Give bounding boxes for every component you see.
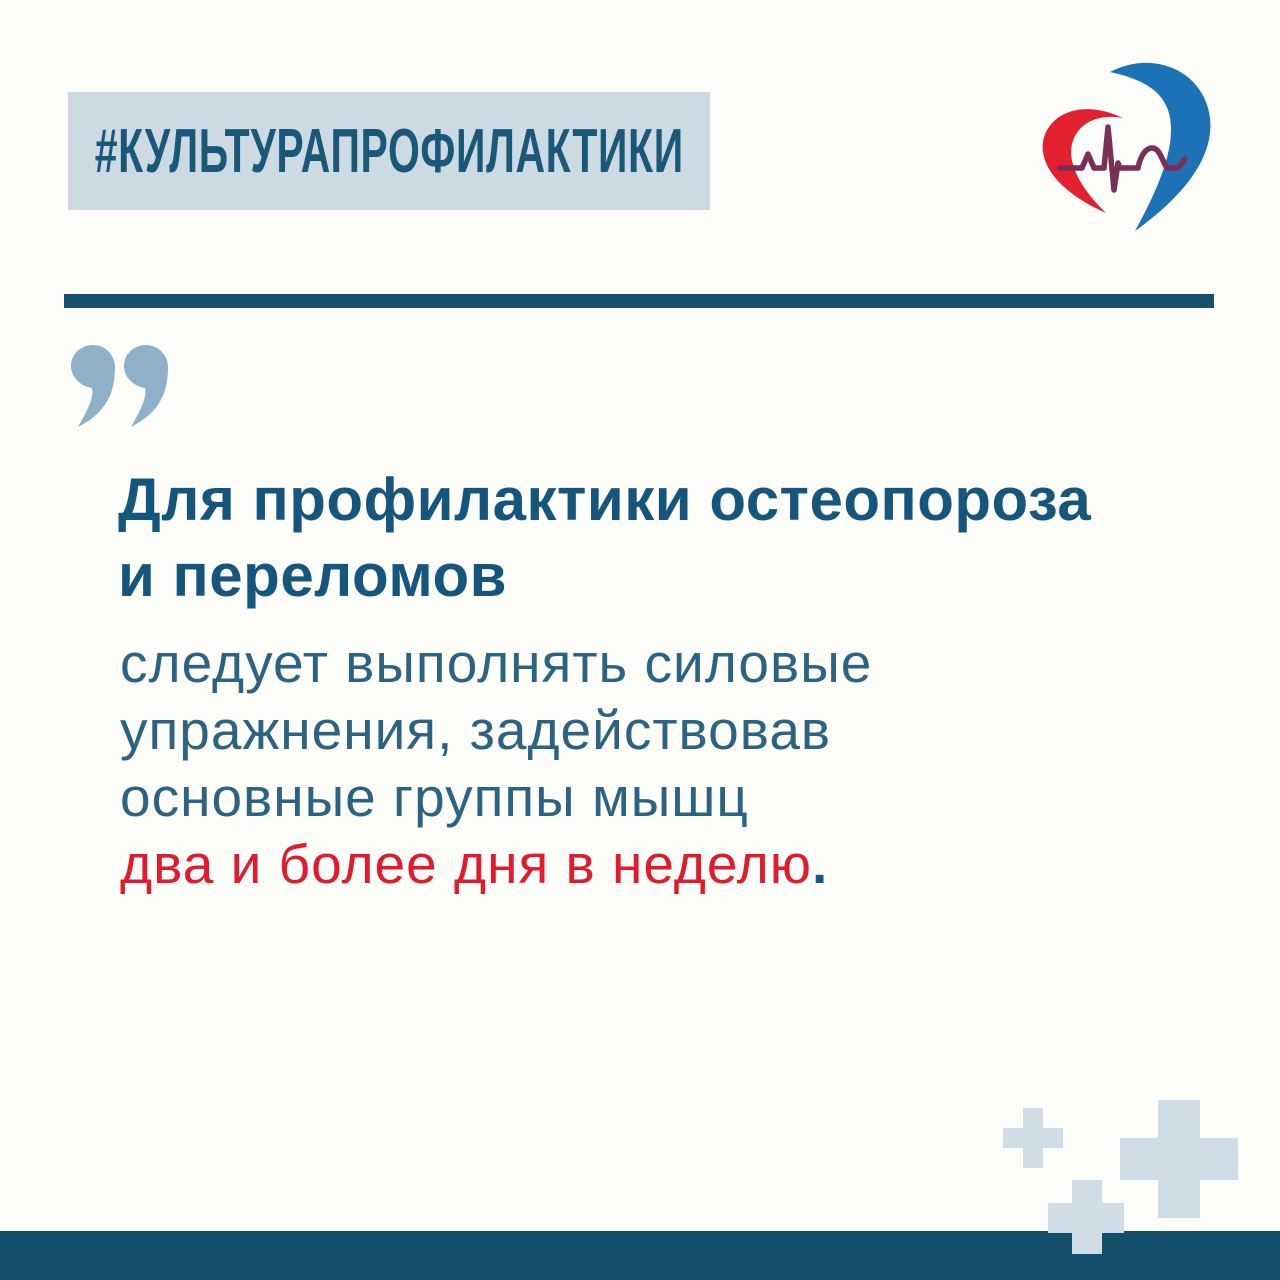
headline-line2: и переломов — [118, 542, 507, 609]
plus-cross-small-icon — [1003, 1108, 1063, 1168]
body-line1: следует выполнять силовые — [120, 632, 873, 694]
body-text — [120, 630, 1160, 898]
divider-rule — [64, 294, 1214, 308]
headline-line1: Для профилактики остеопороза — [118, 466, 1092, 533]
body-line4 — [120, 831, 1160, 898]
headline — [118, 462, 1158, 614]
body-line2: упражнения, задействовав — [120, 699, 832, 761]
quote-mark-icon — [70, 344, 170, 428]
body-period: . — [811, 833, 829, 895]
plus-cross-large-icon — [1120, 1100, 1238, 1218]
body-line3: основные группы мышц — [120, 766, 749, 828]
hashtag-badge — [68, 92, 710, 210]
logo-blue-swoosh — [1110, 63, 1210, 231]
body-highlight: два и более дня в неделю — [120, 833, 812, 895]
heart-ekg-logo-icon — [1030, 50, 1220, 240]
hashtag-badge-label: #КУЛЬТУРАПРОФИЛАКТИКИ — [94, 116, 684, 186]
plus-cross-medium-icon — [1048, 1180, 1124, 1254]
